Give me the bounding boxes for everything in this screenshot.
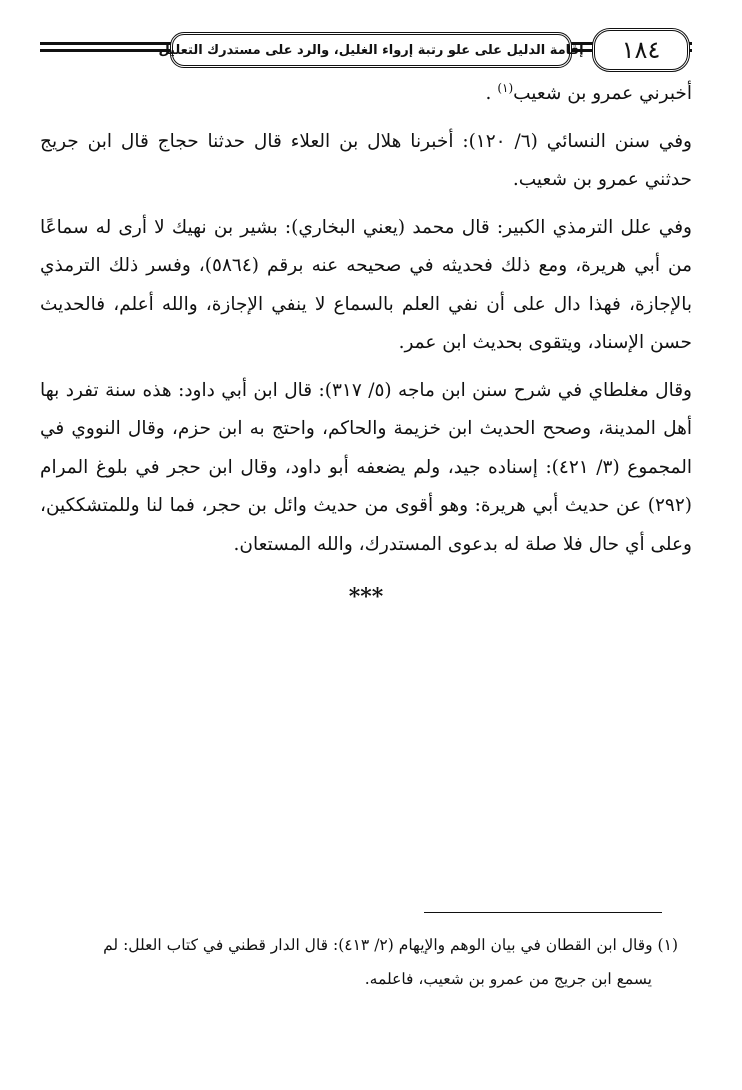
section-separator: *** [348, 584, 384, 610]
page-number: ١٨٤ [592, 28, 690, 72]
main-text [40, 75, 692, 617]
footnote [40, 928, 678, 996]
footnote-divider [424, 912, 662, 913]
footnote-line-1: (١) وقال ابن القطان في بيان الوهم والإيهام (٢/ ٤١٣): قال الدار قطني في كتاب العلل: لم [103, 936, 678, 954]
running-title: إقامة الدليل على علو رتبة إرواء الغليل، والرد على مستدرك التعليل [170, 32, 572, 68]
paragraph-4: وقال مغلطاي في شرح سنن ابن ماجه (٥/ ٣١٧): قال ابن أبي داود: هذه سنة تفرد بها أهل المدينة، وصحح الحديث ابن خزيمة والحاكم، واحتج به ابن حزم، وقال النووي في المجموع (٣/ ٤٢١): إسناده جيد، ولم يضعفه أبو داود، وقال ابن حجر في بلوغ المرام (٢٩٢) عن حديث أبي هريرة: وهو أقوى من حديث وائل بن حجر، فما لنا وللمتشككين، وعلى أي حال فلا صلة له بدعوى المستدرك، والله المستعان. [40, 379, 692, 555]
paragraph-1-text: أخبرني عمرو بن شعيب [513, 83, 692, 104]
footnote-marker[interactable]: (١) [497, 80, 514, 95]
paragraph-3: وفي علل الترمذي الكبير: قال محمد (يعني البخاري): بشير بن نهيك لا أرى له سماعًا من أبي هريرة، ومع ذلك فحديثه في صحيحه عنه برقم (٥٨٦٤)، وفسر ذلك الترمذي بالإجازة، فهذا دال على أن نفي العلم بالسماع لا ينفي الإجازة، والله أعلم، فالحديث حسن الإسناد، ويتقوى بحديث ابن عمر. [40, 216, 693, 353]
paragraph-1-end: . [485, 83, 492, 104]
paragraph-1 [40, 75, 692, 114]
paragraph-2: وفي سنن النسائي (٦/ ١٢٠): أخبرنا هلال بن العلاء قال حدثنا حجاج قال ابن جريج حدثني عمرو بن شعيب. [40, 130, 692, 190]
footnote-line-2: يسمع ابن جريج من عمرو بن شعيب، فاعلمه. [364, 970, 652, 988]
page-header [40, 26, 692, 70]
